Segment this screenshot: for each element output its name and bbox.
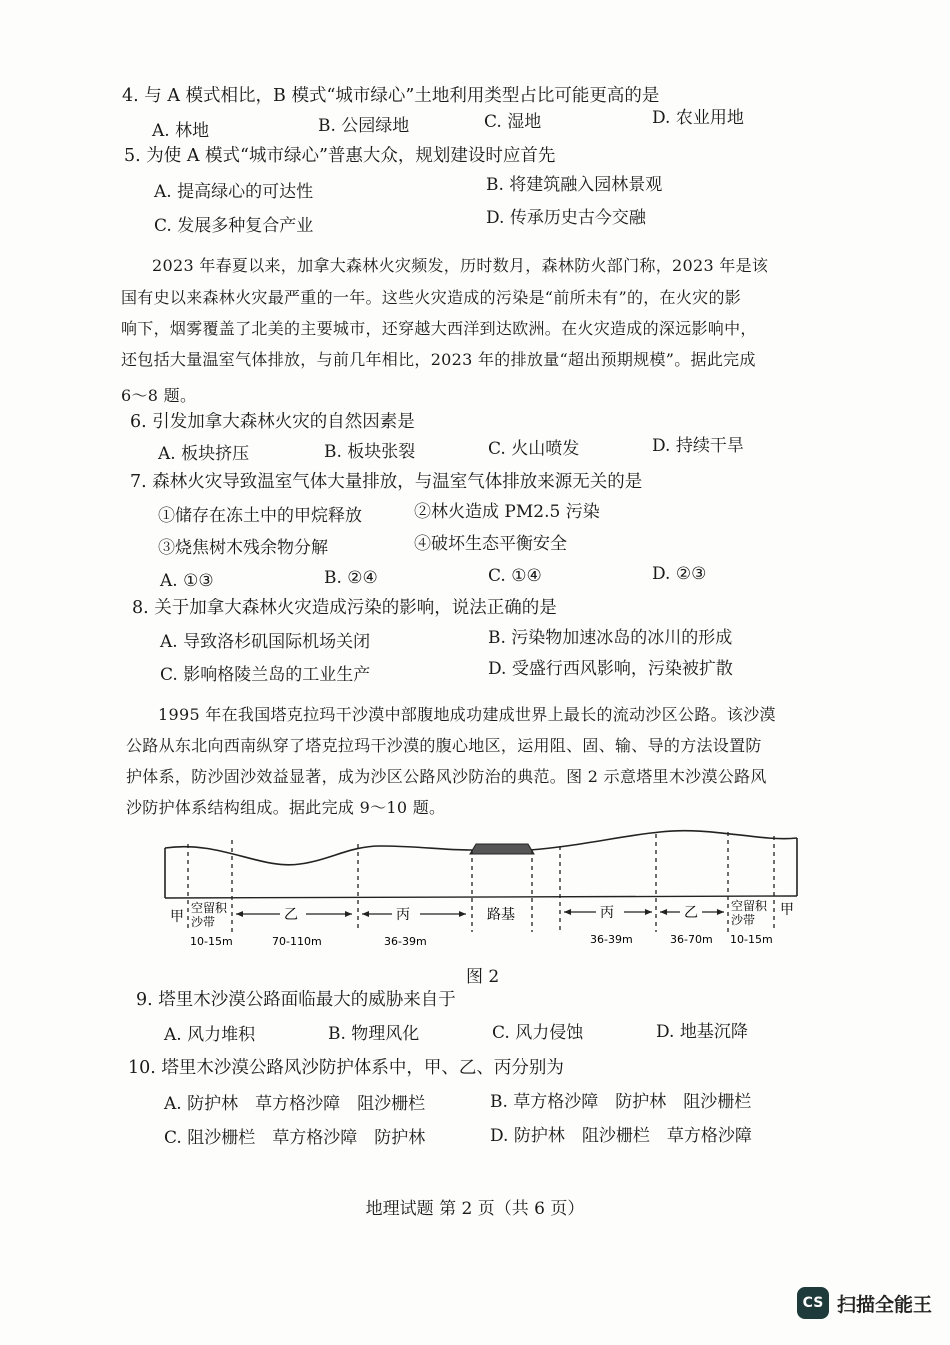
q5-stem: 5. 为使 A 模式“城市绿心”普惠大众，规划建设时应首先: [124, 146, 556, 166]
q7-stem: 7. 森林火灾导致温室气体大量排放，与温室气体排放来源无关的是: [130, 472, 643, 492]
watermark-text: 扫描全能王: [836, 1293, 932, 1316]
label-jia-left: 甲: [170, 909, 184, 925]
q5-option-a: A. 提高绿心的可达性: [154, 182, 314, 202]
q7-option-a: A. ①③: [160, 571, 214, 591]
ground-baseline: [165, 896, 797, 898]
q7-item-4: ④破坏生态平衡安全: [414, 534, 567, 554]
q6-option-b: B. 板块张裂: [324, 442, 416, 462]
q7-item-1: ①储存在冻土中的甲烷释放: [158, 506, 362, 526]
label-kongliu-right-1: 空留积: [731, 899, 768, 913]
q8-stem: 8. 关于加拿大森林火灾造成污染的影响，说法正确的是: [132, 598, 557, 618]
q9-option-b: B. 物理风化: [328, 1024, 420, 1044]
page-footer: 地理试题 第 2 页（共 6 页）: [365, 1199, 585, 1219]
camscanner-logo-icon: CS: [797, 1287, 829, 1319]
width-yi-right: 36-70m: [670, 933, 713, 946]
q9-stem: 9. 塔里木沙漠公路面临最大的威胁来自于: [136, 990, 456, 1010]
label-bing-right: 丙: [600, 905, 614, 921]
q6-option-a: A. 板块挤压: [158, 444, 250, 464]
passage1-line-3: 响下，烟雾覆盖了北美的主要城市，还穿越大西洋到达欧洲。在火灾造成的深远影响中，: [121, 319, 757, 338]
q5-option-b: B. 将建筑融入园林景观: [486, 175, 663, 195]
figure-2-diagram: [0, 822, 950, 952]
label-kongliu-left-1: 空留积: [191, 901, 228, 915]
width-kongliu-right: 10-15m: [730, 933, 773, 946]
passage2-line-1: 1995 年在我国塔克拉玛干沙漠中部腹地成功建成世界上最长的流动沙区公路。该沙漠: [158, 705, 776, 724]
q7-option-b: B. ②④: [324, 568, 378, 588]
width-bing-right: 36-39m: [590, 933, 633, 946]
width-bing-left: 36-39m: [384, 935, 427, 948]
label-yi-left: 乙: [284, 907, 298, 923]
q9-option-d: D. 地基沉降: [656, 1022, 748, 1042]
label-roadbed: 路基: [487, 907, 515, 923]
q4-option-c: C. 湿地: [484, 112, 542, 132]
scanner-watermark: [797, 1287, 932, 1319]
label-jia-right: 甲: [780, 902, 794, 918]
label-kongliu-left-2: 沙带: [191, 915, 216, 929]
q6-option-d: D. 持续干旱: [652, 436, 744, 456]
passage1-line-5: 6～8 题。: [121, 386, 197, 405]
q8-option-a: A. 导致洛杉矶国际机场关闭: [160, 632, 371, 652]
passage2-line-2: 公路从东北向西南纵穿了塔克拉玛干沙漠的腹心地区，运用阻、固、输、导的方法设置防: [126, 736, 762, 755]
q5-option-d: D. 传承历史古今交融: [486, 208, 646, 228]
q7-item-3: ③烧焦树木残余物分解: [158, 538, 328, 558]
q6-option-c: C. 火山喷发: [488, 439, 580, 459]
q5-option-c: C. 发展多种复合产业: [154, 216, 314, 236]
passage2-line-3: 护体系，防沙固沙效益显著，成为沙区公路风沙防治的典范。图 2 示意塔里木沙漠公路风: [126, 767, 767, 786]
label-bing-left: 丙: [396, 907, 410, 923]
passage2-line-4: 沙防护体系结构组成。据此完成 9～10 题。: [126, 798, 446, 817]
q7-item-2: ②林火造成 PM2.5 污染: [414, 502, 600, 522]
q8-option-d: D. 受盛行西风影响，污染被扩散: [488, 659, 733, 679]
q7-option-d: D. ②③: [652, 564, 707, 584]
label-kongliu-right-2: 沙带: [731, 913, 756, 927]
q6-stem: 6. 引发加拿大森林火灾的自然因素是: [130, 412, 415, 432]
q8-option-c: C. 影响格陵兰岛的工业生产: [160, 665, 371, 685]
q10-option-a: A. 防护林 草方格沙障 阻沙栅栏: [164, 1094, 426, 1114]
passage1-line-4: 还包括大量温室气体排放，与前几年相比，2023 年的排放量“超出预期规模”。据此完成: [121, 350, 756, 369]
q10-option-b: B. 草方格沙障 防护林 阻沙栅栏: [490, 1092, 752, 1112]
q10-option-d: D. 防护林 阻沙栅栏 草方格沙障: [490, 1126, 752, 1146]
q4-stem: 4. 与 A 模式相比，B 模式“城市绿心”土地利用类型占比可能更高的是: [122, 86, 660, 106]
passage1-line-1: 2023 年春夏以来，加拿大森林火灾频发，历时数月，森林防火部门称，2023 年是该: [152, 256, 769, 275]
roadbed-shape: [470, 844, 534, 854]
q8-option-b: B. 污染物加速冰岛的冰川的形成: [488, 628, 733, 648]
width-kongliu-left: 10-15m: [190, 935, 233, 948]
q10-option-c: C. 阻沙栅栏 草方格沙障 防护林: [164, 1128, 426, 1148]
figure-caption: 图 2: [466, 967, 500, 987]
q10-stem: 10. 塔里木沙漠公路风沙防护体系中，甲、乙、丙分别为: [128, 1058, 564, 1078]
q9-option-a: A. 风力堆积: [164, 1025, 256, 1045]
width-yi-left: 70-110m: [272, 935, 322, 948]
label-yi-right: 乙: [684, 905, 698, 921]
q7-option-c: C. ①④: [488, 566, 542, 586]
q4-option-b: B. 公园绿地: [318, 116, 410, 136]
q4-option-d: D. 农业用地: [652, 108, 744, 128]
q9-option-c: C. 风力侵蚀: [492, 1023, 584, 1043]
q4-option-a: A. 林地: [152, 121, 210, 141]
passage1-line-2: 国有史以来森林火灾最严重的一年。这些火灾造成的污染是“前所未有”的，在火灾的影: [121, 288, 742, 307]
